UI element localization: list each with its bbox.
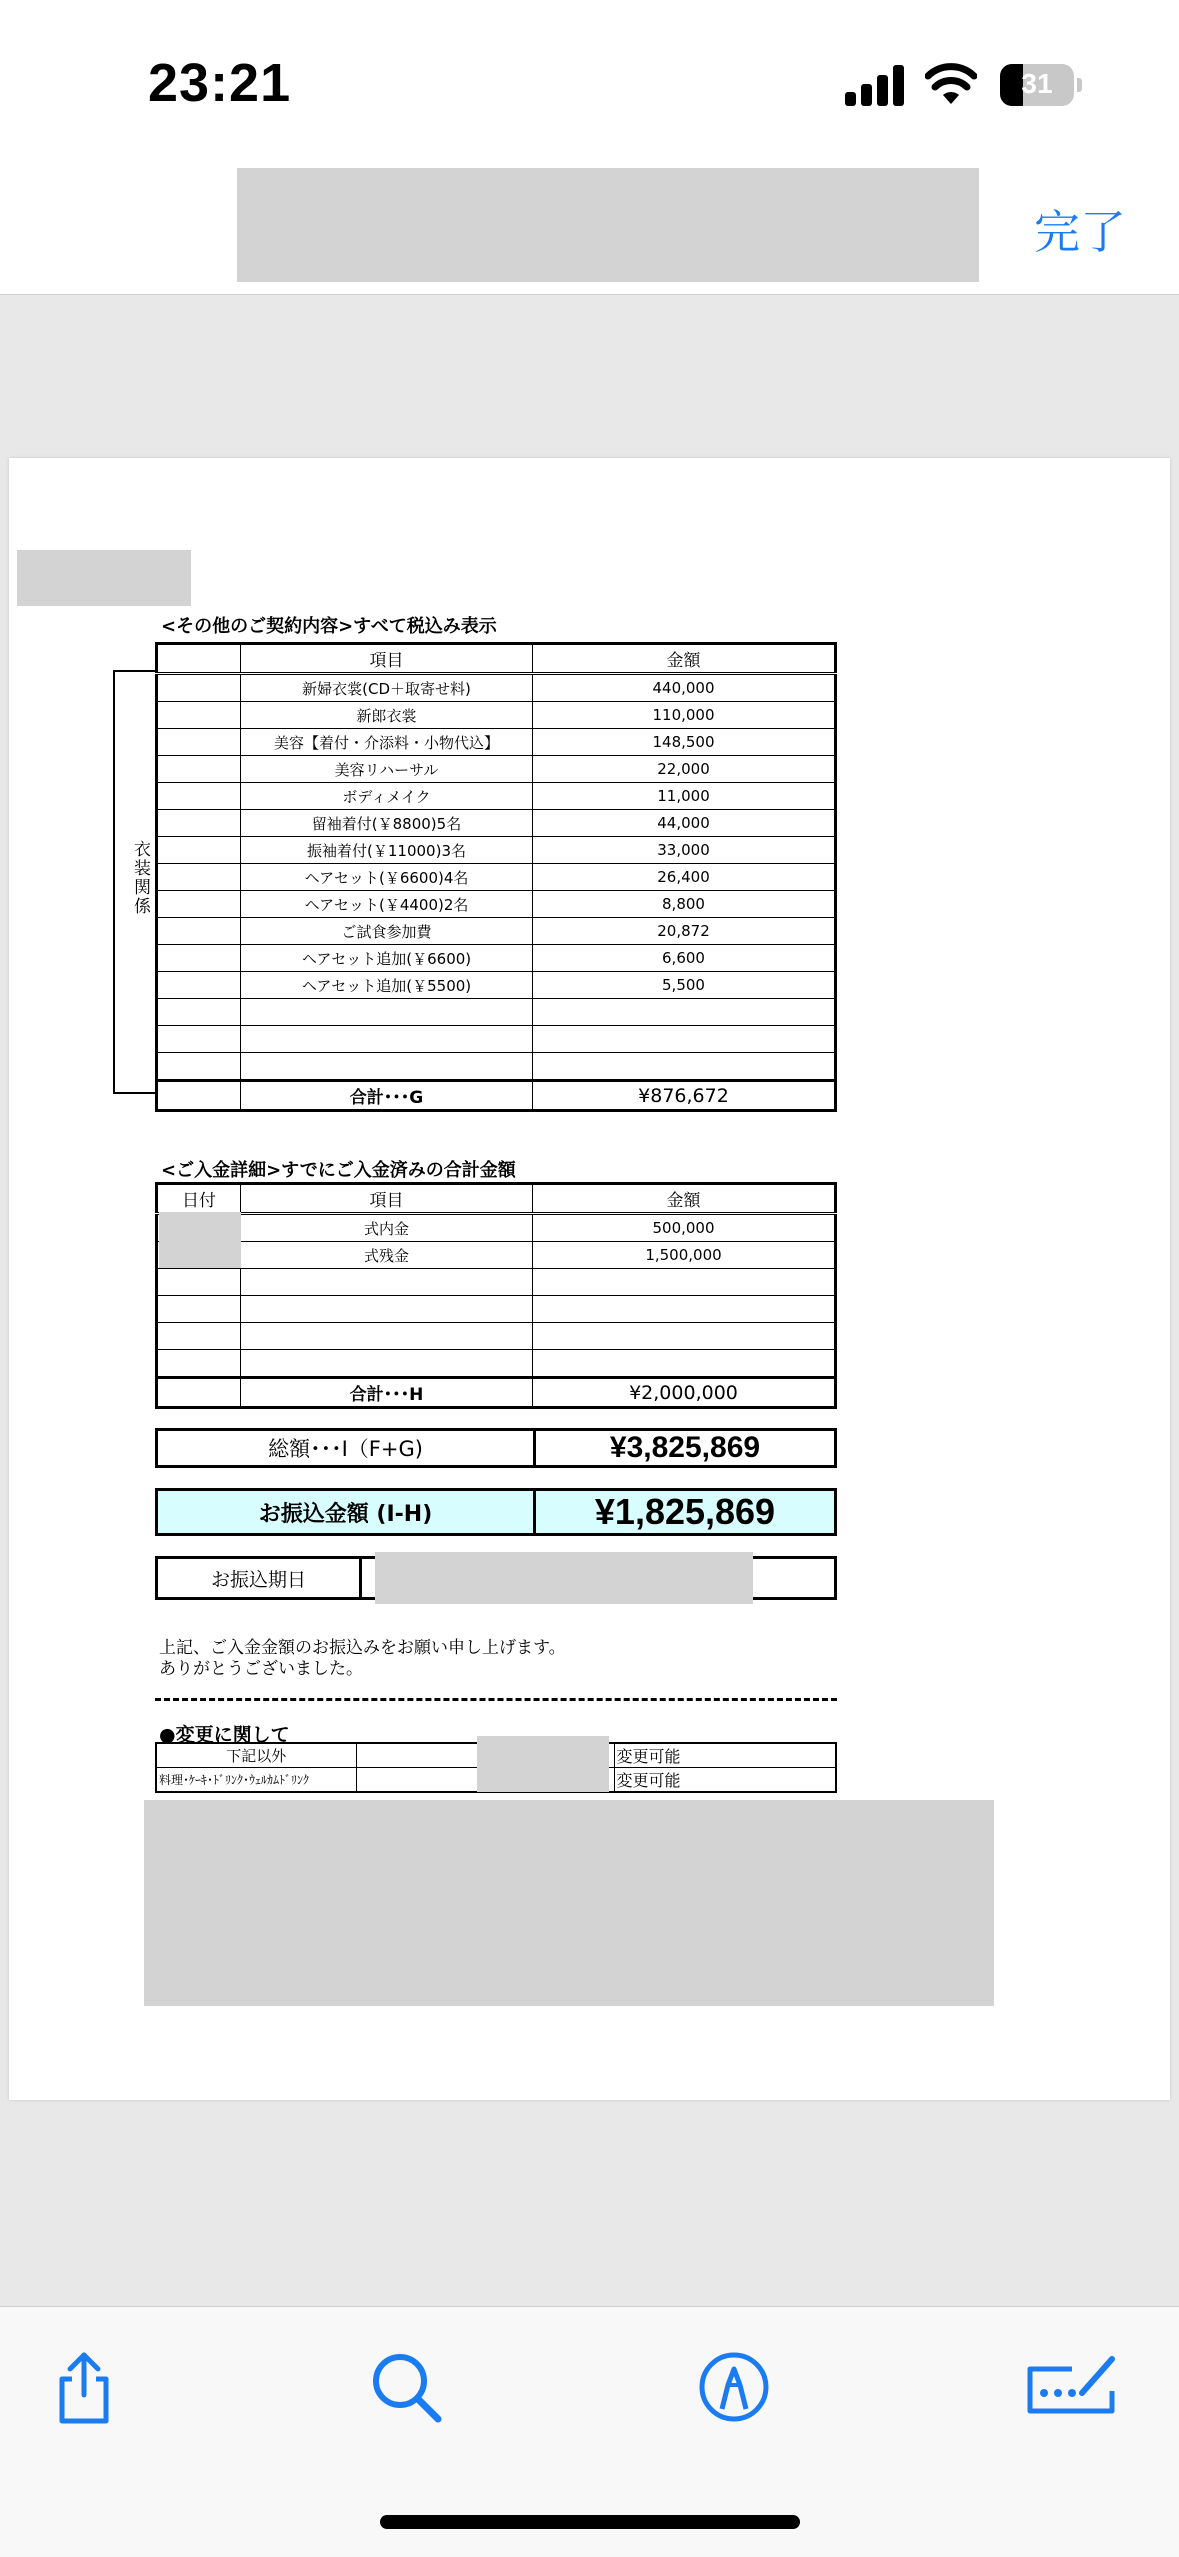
row-item [241, 1296, 533, 1323]
row-date [157, 1350, 241, 1378]
row-blank-cell [157, 810, 241, 837]
table-row [157, 1296, 836, 1323]
row-amount [533, 1053, 836, 1081]
table-header-row [157, 1184, 836, 1214]
row-blank-cell [157, 1026, 241, 1053]
table-row [157, 1053, 836, 1081]
row-amount: 33,000 [533, 837, 836, 864]
document-title-redacted [237, 168, 979, 282]
row-item: ご試食参加費 [241, 918, 533, 945]
row-blank-cell [157, 837, 241, 864]
row-blank-cell [157, 729, 241, 756]
table-row [157, 729, 836, 756]
row-amount: 500,000 [533, 1214, 836, 1242]
table-row [157, 918, 836, 945]
done-button[interactable]: 完了 [1034, 205, 1126, 259]
row-amount: 5,500 [533, 972, 836, 999]
row-date [157, 1296, 241, 1323]
change-item: 下記以外 [156, 1743, 356, 1768]
row-blank-cell [157, 702, 241, 729]
total-label: 合計･･･H [241, 1378, 533, 1408]
grand-total-label: 総額･･･I（F+G) [158, 1431, 536, 1465]
row-item: 式残金 [241, 1242, 533, 1269]
row-item: ボディメイク [241, 783, 533, 810]
row-item [241, 1026, 533, 1053]
costume-side-label: 衣装関係 [130, 840, 150, 916]
row-item: 留袖着付(￥8800)5名 [241, 810, 533, 837]
row-amount [533, 1323, 836, 1350]
row-item [241, 999, 533, 1026]
due-date-label: お振込期日 [158, 1559, 362, 1597]
row-amount [533, 1026, 836, 1053]
section-payment-title: <ご入金詳細>すでにご入金済みの合計金額 [161, 1160, 516, 1181]
header-amount: 金額 [533, 1184, 836, 1214]
redacted-header [17, 550, 191, 606]
battery-icon [1000, 64, 1074, 106]
total-amount: ¥876,672 [533, 1081, 836, 1111]
signature-icon[interactable] [1022, 2347, 1122, 2427]
header-amount: 金額 [533, 644, 836, 674]
contract-table [155, 642, 837, 1112]
row-blank-cell [157, 674, 241, 702]
transfer-amount-value: ¥1,825,869 [594, 1491, 776, 1532]
grand-total-value: ¥3,825,869 [609, 1431, 761, 1464]
row-amount: 26,400 [533, 864, 836, 891]
note-line: ありがとうございました。 [159, 1659, 363, 1679]
table-row [157, 674, 836, 702]
row-blank-cell [157, 918, 241, 945]
row-item: 新婦衣裳(CD＋取寄せ料) [241, 674, 533, 702]
row-blank-cell [157, 945, 241, 972]
row-amount: 440,000 [533, 674, 836, 702]
change-status: 変更可能 [614, 1768, 836, 1793]
row-item: 美容リハーサル [241, 756, 533, 783]
header-item: 項目 [241, 1184, 533, 1214]
row-amount: 110,000 [533, 702, 836, 729]
row-amount [533, 1269, 836, 1296]
table-row [157, 702, 836, 729]
table-row [157, 1323, 836, 1350]
payment-table [155, 1182, 837, 1409]
row-amount [533, 1296, 836, 1323]
row-amount: 20,872 [533, 918, 836, 945]
table-row [157, 1242, 836, 1269]
table-total-row [157, 1378, 836, 1408]
change-status: 変更可能 [614, 1743, 836, 1768]
row-amount: 6,600 [533, 945, 836, 972]
redacted-date [159, 1212, 241, 1268]
total-blank [157, 1378, 241, 1408]
note-line: 上記、ご入金金額のお振込みをお願い申し上げます。 [159, 1638, 566, 1658]
transfer-amount-label: お振込金額 (I-H) [158, 1491, 536, 1533]
row-item: 式内金 [241, 1214, 533, 1242]
row-date [157, 1269, 241, 1296]
change-section-title: ●変更に関して [159, 1724, 290, 1746]
row-blank-cell [157, 783, 241, 810]
row-item [241, 1350, 533, 1378]
row-item: ヘアセット(￥6600)4名 [241, 864, 533, 891]
table-row [157, 756, 836, 783]
row-item [241, 1053, 533, 1081]
table-row [157, 837, 836, 864]
row-item: ヘアセット追加(￥5500) [241, 972, 533, 999]
table-row [157, 972, 836, 999]
table-row [157, 1269, 836, 1296]
header-item: 項目 [241, 644, 533, 674]
markup-icon[interactable] [694, 2347, 774, 2427]
change-item: 料理･ｹｰｷ･ﾄﾞﾘﾝｸ･ｳｪﾙｶﾑﾄﾞﾘﾝｸ [156, 1768, 356, 1793]
cellular-signal-icon [845, 64, 907, 106]
row-date [157, 1323, 241, 1350]
row-amount: 1,500,000 [533, 1242, 836, 1269]
row-item [241, 1323, 533, 1350]
table-row [157, 864, 836, 891]
transfer-amount-row [155, 1488, 837, 1536]
row-amount [533, 1350, 836, 1378]
row-amount [533, 999, 836, 1026]
header-date: 日付 [157, 1184, 241, 1214]
redacted-footer [144, 1800, 994, 2006]
row-blank-cell [157, 972, 241, 999]
search-icon[interactable] [366, 2347, 446, 2427]
home-indicator [380, 2515, 800, 2529]
share-icon[interactable] [44, 2347, 124, 2427]
total-label: 合計･･･G [241, 1081, 533, 1111]
row-item: 振袖着付(￥11000)3名 [241, 837, 533, 864]
thank-you-note [159, 1638, 566, 1680]
row-blank-cell [157, 891, 241, 918]
table-row [157, 891, 836, 918]
wifi-icon [925, 60, 977, 106]
table-row [157, 1350, 836, 1378]
row-item [241, 1269, 533, 1296]
table-row [157, 783, 836, 810]
row-item: 美容【着付・介添料・小物代込】 [241, 729, 533, 756]
row-item: ヘアセット(￥4400)2名 [241, 891, 533, 918]
table-row [157, 945, 836, 972]
header-blank [157, 644, 241, 674]
top-bar [0, 0, 1179, 295]
redacted-due-date [375, 1552, 753, 1604]
section-contract-title: <その他のご契約内容>すべて税込み表示 [161, 616, 497, 637]
row-blank-cell [157, 999, 241, 1026]
table-row [157, 810, 836, 837]
row-blank-cell [157, 1053, 241, 1081]
row-blank-cell [157, 756, 241, 783]
total-blank [157, 1081, 241, 1111]
dashed-divider [155, 1698, 837, 1701]
row-amount: 148,500 [533, 729, 836, 756]
row-blank-cell [157, 864, 241, 891]
battery-tip [1077, 78, 1082, 92]
row-item: 新郎衣裳 [241, 702, 533, 729]
status-time: 23:21 [148, 53, 292, 113]
row-amount: 22,000 [533, 756, 836, 783]
table-header-row [157, 644, 836, 674]
row-item: ヘアセット追加(￥6600) [241, 945, 533, 972]
row-amount: 8,800 [533, 891, 836, 918]
battery-percent: 31 [1021, 68, 1053, 99]
redacted-change-cell [477, 1736, 609, 1792]
table-row [157, 1026, 836, 1053]
table-row [157, 1214, 836, 1242]
row-amount: 44,000 [533, 810, 836, 837]
total-amount: ¥2,000,000 [533, 1378, 836, 1408]
row-amount: 11,000 [533, 783, 836, 810]
grand-total-row [155, 1428, 837, 1468]
table-total-row [157, 1081, 836, 1111]
document-page [9, 458, 1170, 2100]
table-row [157, 999, 836, 1026]
